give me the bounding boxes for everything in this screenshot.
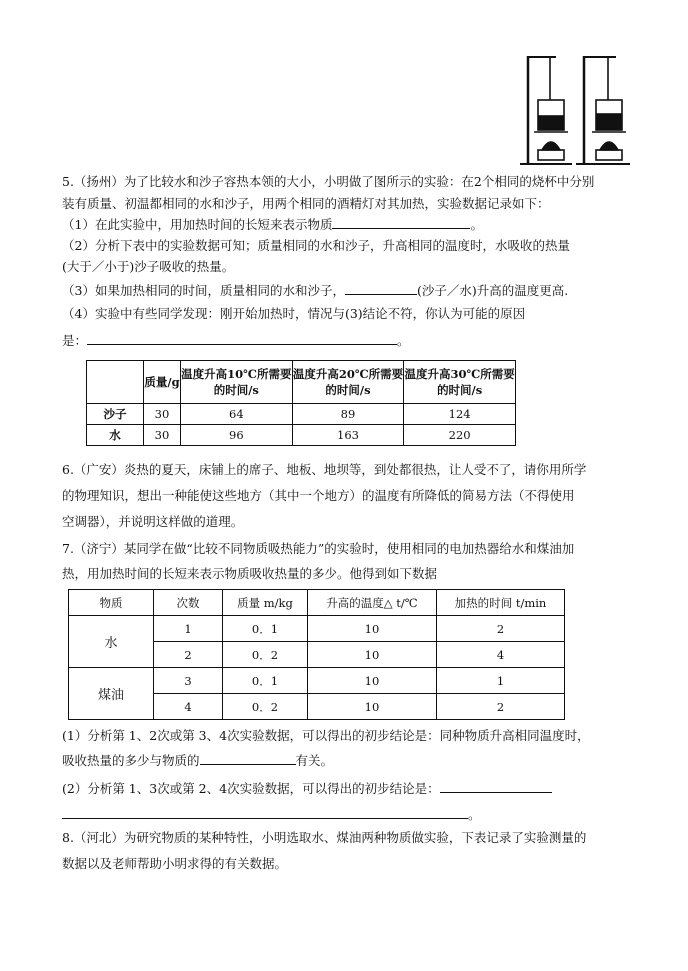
table-cell: 2 <box>154 642 223 668</box>
q5-sub-4-end: 。 <box>397 333 410 348</box>
table-row <box>69 668 565 694</box>
q5-sub-3-end: (沙子／水)升高的温度更高. <box>416 283 569 298</box>
q5-sub-4-cont <box>62 330 662 351</box>
q5-sub-3 <box>62 280 662 301</box>
table-cell: 10 <box>308 668 437 694</box>
table-cell: 64 <box>181 404 293 425</box>
table-cell: 10 <box>308 616 437 642</box>
q7-line-2: 热，用加热时间的长短来表示物质吸收热量的多少。他得到如下数据 <box>62 566 438 581</box>
q5-line-1: 5.（扬州）为了比较水和沙子容热本领的大小，小明做了图所示的实验：在2个相同的烧杯中分别 <box>62 174 595 189</box>
q5-sub-4-label: 是： <box>62 333 88 348</box>
table-cell: 96 <box>181 425 293 446</box>
table-cell: 2 <box>437 694 565 720</box>
table-cell: 沙子 <box>87 404 144 425</box>
table-cell: 30 <box>144 425 181 446</box>
header-cell <box>87 361 144 404</box>
q5-sub-1-text: （1）在此实验中，用加热时间的长短来表示物质 <box>62 217 333 232</box>
q7-sub-1-text: 吸收热量的多少与物质的 <box>62 753 200 768</box>
table-cell: 0．2 <box>223 694 308 720</box>
table-cell: 水 <box>87 425 144 446</box>
q7-sub-2-cont <box>62 804 662 825</box>
table-row <box>87 425 516 446</box>
q7-sub-1-end: 有关。 <box>295 753 334 768</box>
table-cell: 89 <box>292 404 404 425</box>
q5-sub-4: （4）实验中有些同学发现：刚开始加热时，情况与(3)结论不符，你认为可能的原因 <box>62 306 526 321</box>
table-cell: 220 <box>404 425 516 446</box>
table-cell: 10 <box>308 642 437 668</box>
material-cell: 煤油 <box>69 668 154 720</box>
header-cell: 次数 <box>154 590 223 616</box>
table-header-row <box>69 590 565 616</box>
table-cell: 3 <box>154 668 223 694</box>
header-cell: 升高的温度△ t/℃ <box>308 590 437 616</box>
table-cell: 4 <box>437 642 565 668</box>
q7-blank-1[interactable] <box>200 750 296 765</box>
header-cell: 温度升高10℃所需要的时间/s <box>181 361 293 404</box>
table-cell: 30 <box>144 404 181 425</box>
header-cell: 物质 <box>69 590 154 616</box>
table-cell: 2 <box>437 616 565 642</box>
table-cell: 0．1 <box>223 668 308 694</box>
q6-line-3: 空调器），并说明这样做的道理。 <box>62 514 244 529</box>
q5-sub-2-cont: (大于／小于)沙子吸收的热量。 <box>62 259 235 274</box>
apparatus-figure <box>520 52 630 170</box>
table-row <box>69 616 565 642</box>
q7-blank-2[interactable] <box>440 778 552 793</box>
q8-line-1: 8.（河北）为研究物质的某种特性，小明选取水、煤油两种物质做实验，下表记录了实验测量的 <box>62 830 587 845</box>
table-cell: 124 <box>404 404 516 425</box>
table-cell: 10 <box>308 694 437 720</box>
q7-blank-2-cont[interactable] <box>62 804 468 819</box>
header-cell: 加热的时间 t/min <box>437 590 565 616</box>
q5-blank-3[interactable] <box>345 280 417 295</box>
q7-sub-1: (1）分析第 1、2次或第 3、4次实验数据，可以得出的初步结论是：同种物质升高相同温度时， <box>62 728 590 743</box>
table-row <box>87 404 516 425</box>
table-cell: 0．1 <box>223 616 308 642</box>
table-cell: 163 <box>292 425 404 446</box>
header-cell: 质量/g <box>144 361 181 404</box>
table-cell: 0．2 <box>223 642 308 668</box>
q5-blank-4[interactable] <box>87 330 397 345</box>
q8-line-2: 数据以及老师帮助小明求得的有关数据。 <box>62 856 288 871</box>
q5-blank-1[interactable] <box>332 214 470 229</box>
table-cell: 1 <box>437 668 565 694</box>
q7-line-1: 7.（济宁）某同学在做“比较不同物质吸热能力”的实验时，使用相同的电加热器给水和煤油加 <box>62 541 575 556</box>
q5-sub-1-end: 。 <box>470 217 483 232</box>
header-cell: 质量 m/kg <box>223 590 308 616</box>
material-cell: 水 <box>69 616 154 668</box>
q6-line-2: 的物理知识，想出一种能使这些地方（其中一个地方）的温度有所降低的简易方法（不得使用 <box>62 488 575 503</box>
q7-sub-2-end: 。 <box>468 807 481 822</box>
q7-data-table <box>68 589 565 720</box>
q5-sub-2: （2）分析下表中的实验数据可知；质量相同的水和沙子，升高相同的温度时，水吸收的热量 <box>62 238 570 253</box>
q5-data-table <box>86 360 516 446</box>
q7-sub-1-cont <box>62 750 662 771</box>
q6-line-1: 6.（广安）炎热的夏天，床铺上的席子、地板、地坝等，到处都很热，让人受不了，请你用所学 <box>62 462 587 477</box>
q5-line-2: 装有质量、初温都相同的水和沙子，用两个相同的酒精灯对其加热，实验数据记录如下： <box>62 196 550 211</box>
table-cell: 4 <box>154 694 223 720</box>
table-header-row <box>87 361 516 404</box>
q5-sub-3-text: （3）如果加热相同的时间，质量相同的水和沙子， <box>62 283 345 298</box>
q5-sub-1 <box>62 214 662 235</box>
table-cell: 1 <box>154 616 223 642</box>
header-cell: 温度升高20℃所需要的时间/s <box>292 361 404 404</box>
header-cell: 温度升高30℃所需要的时间/s <box>404 361 516 404</box>
q7-sub-2-text: (2）分析第 1、3次或第 2、4次实验数据，可以得出的初步结论是： <box>62 781 440 796</box>
q7-sub-2 <box>62 778 662 799</box>
